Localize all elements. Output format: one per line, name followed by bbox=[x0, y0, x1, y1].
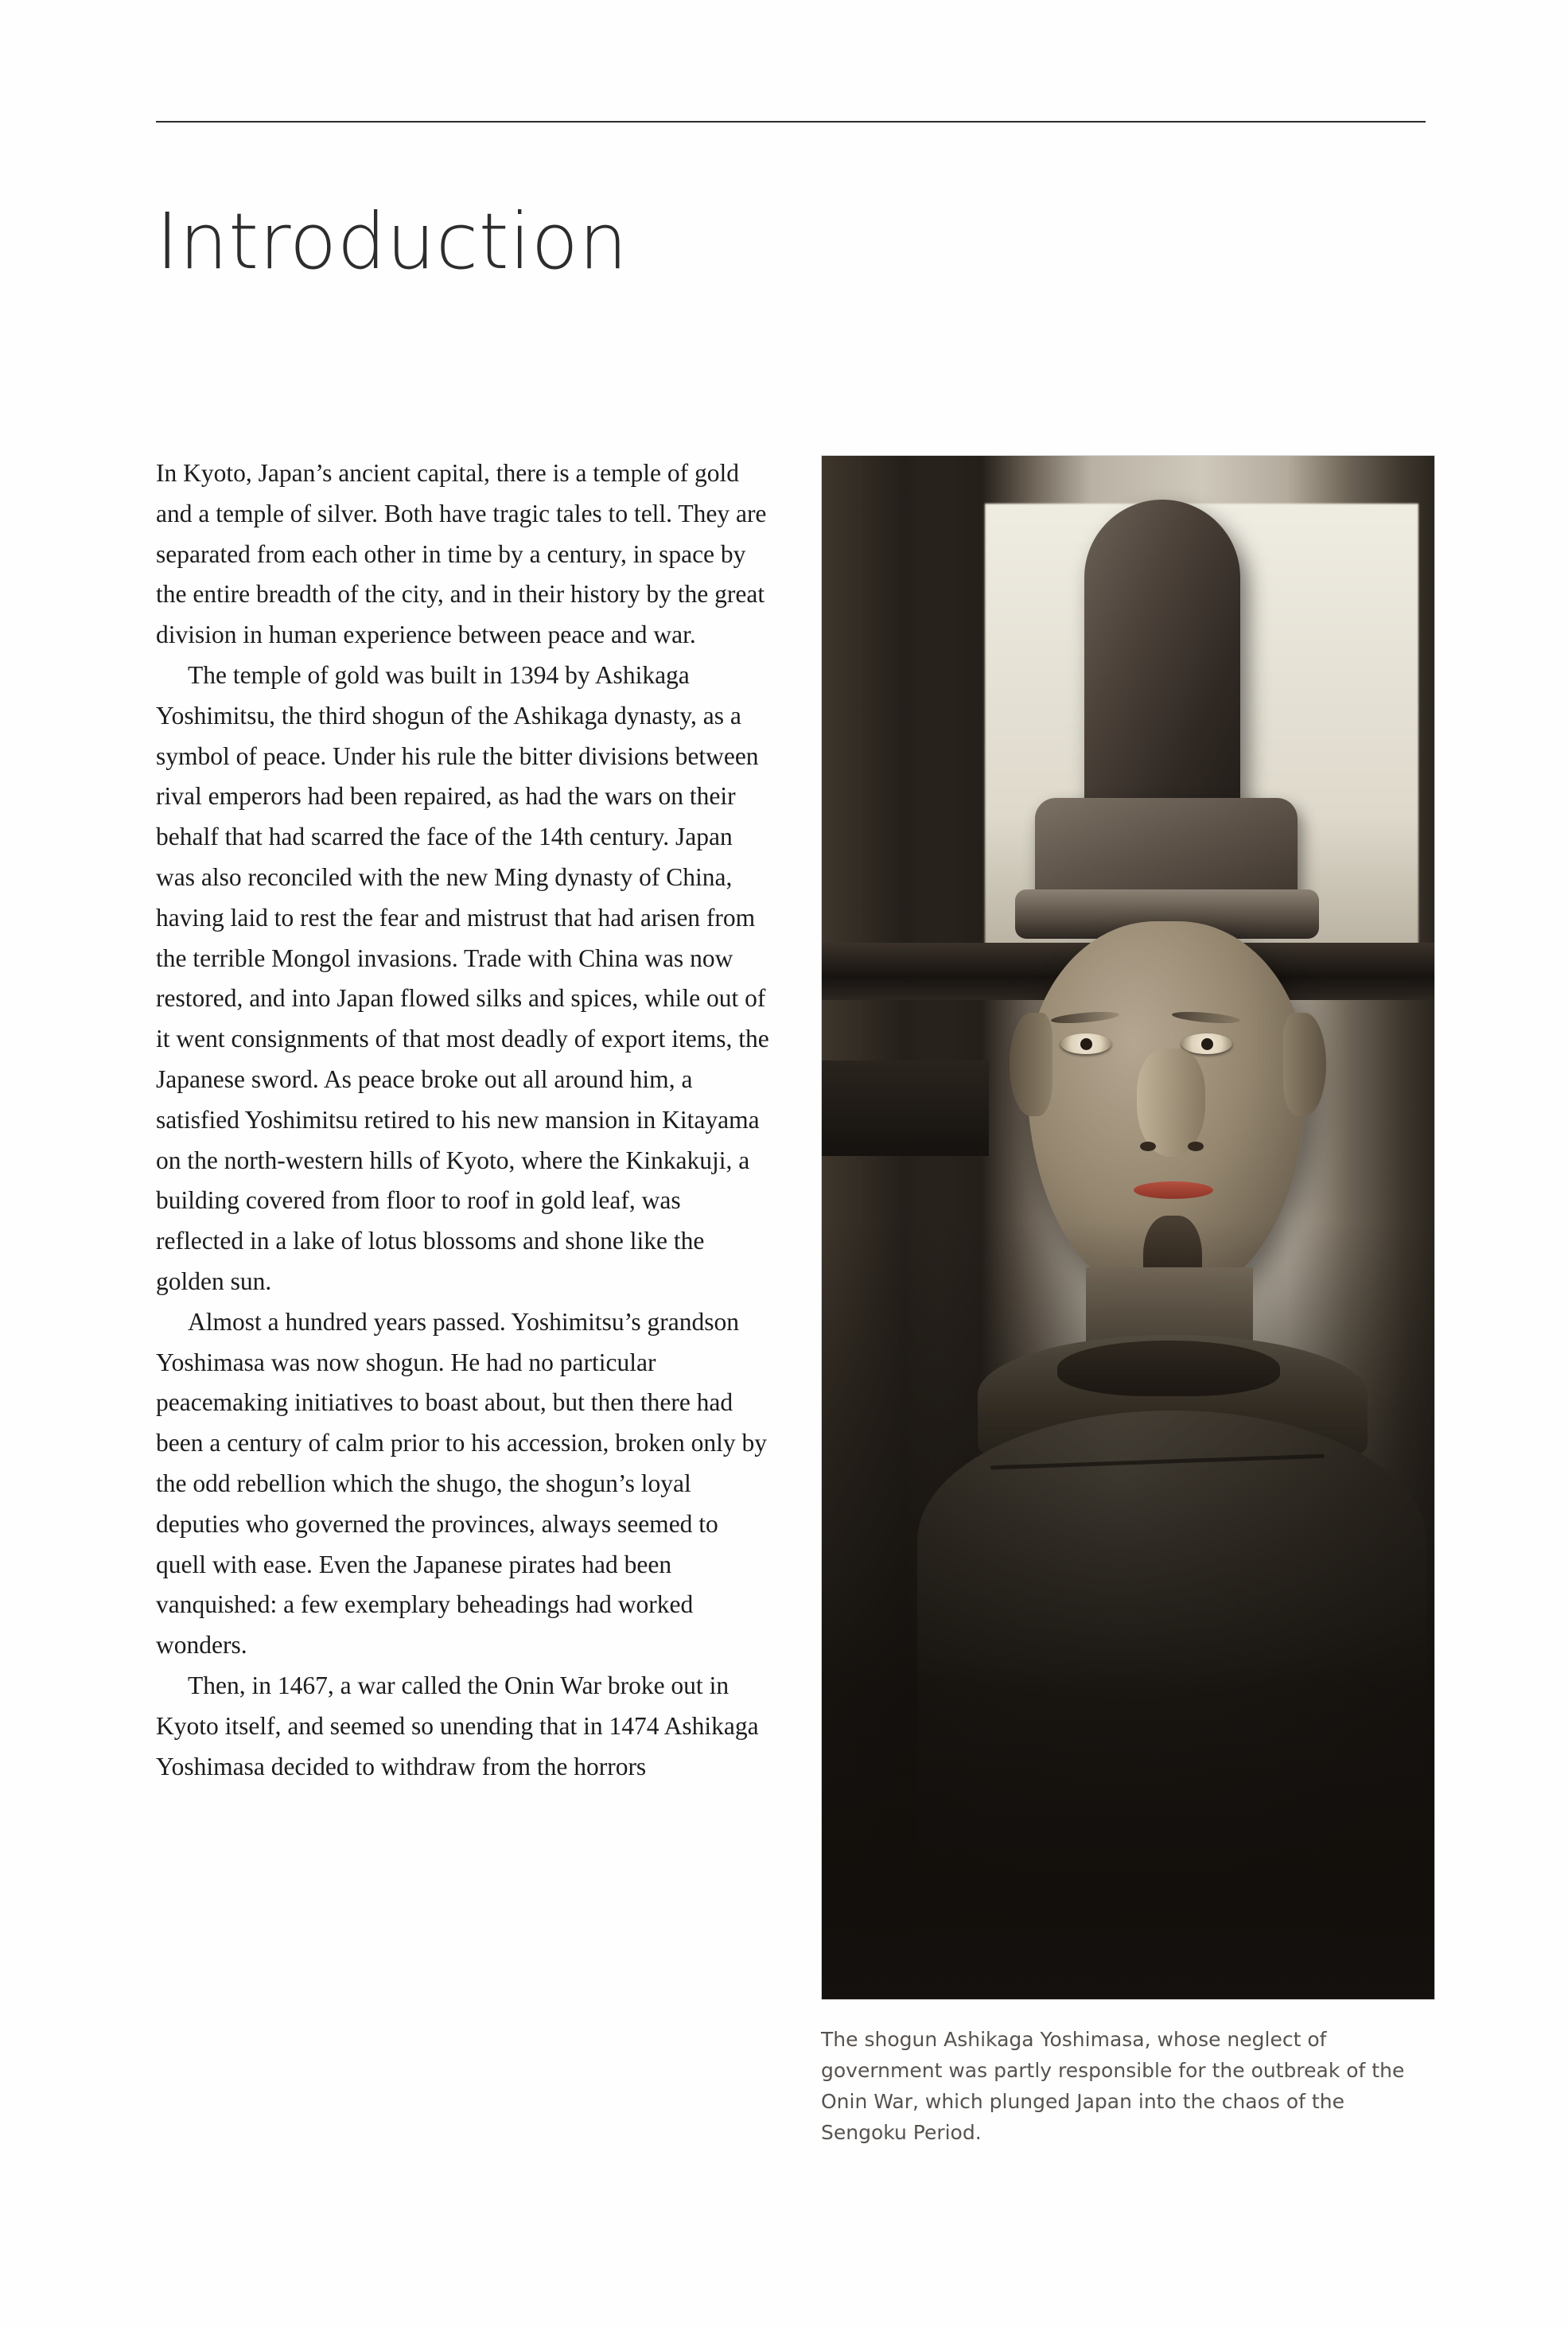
figure-caption: The shogun Ashikaga Yoshimasa, whose neglect of government was partly responsible for the outbreak of the Onin War, which plunged Japan into the chaos of the Sengoku Period. bbox=[821, 2028, 1405, 2144]
statue-mouth bbox=[1134, 1181, 1213, 1199]
body-paragraph: The temple of gold was built in 1394 by Ashikaga Yoshimitsu, the third shogun of the Ashikaga dynasty, as a symbol of peace. Under his rule the bitter divisions between rival emperors had been repaired, as had the wars on their behalf that had scarred the face of the 14th century. Japan was also reconciled with the new Ming dynasty of China, having laid to rest the fear and mistrust that had arisen from the terrible Mongol invasions. Trade with China was now restored, and into Japan flowed silks and spices, while out of it went consignments of that most deadly of export items, the Japanese sword. As peace broke out all around him, a satisfied Yoshimitsu retired to his new mansion in Kitayama on the north-western hills of Kyoto, where the Kinkakuji, a building covered from floor to roof in gold leaf, was reflected in a lake of lotus blossoms and shone like the golden sun. bbox=[156, 660, 769, 1295]
body-paragraph: Almost a hundred years passed. Yoshimitsu’s grandson Yoshimasa was now shogun. He had no particular peacemaking initiatives to boast about, but then there had been a century of calm prior to his accession, broken only by the odd rebellion which the shugo, the shogun’s loyal deputies who governed the provinces, always seemed to quell with ease. Even the Japanese pirates had been vanquished: a few exemplary beheadings had worked wonders. bbox=[156, 1307, 768, 1660]
statue-left-nostril bbox=[1140, 1142, 1156, 1151]
photo-dark-beam-secondary bbox=[822, 1060, 989, 1156]
body-text-column bbox=[156, 453, 770, 1787]
statue-right-eye bbox=[1181, 1033, 1232, 1054]
body-paragraph: Then, in 1467, a war called the Onin War broke out in Kyoto itself, and seemed so unending that in 1474 Ashikaga Yoshimasa decided to withdraw from the horrors bbox=[156, 1671, 759, 1780]
statue-nose bbox=[1137, 1049, 1205, 1157]
figure bbox=[821, 455, 1434, 2148]
statue-left-eye bbox=[1060, 1033, 1111, 1054]
statue-right-pupil bbox=[1201, 1038, 1213, 1050]
statue-robe-shadow bbox=[822, 1665, 1434, 1999]
statue-photograph bbox=[821, 455, 1435, 2000]
statue-left-pupil bbox=[1080, 1038, 1092, 1050]
page-title: Introduction bbox=[156, 196, 628, 286]
statue-right-ear bbox=[1283, 1013, 1326, 1116]
statue-tall-cap bbox=[1084, 500, 1240, 850]
body-paragraph: In Kyoto, Japan’s ancient capital, there is a temple of gold and a temple of silver. Both have tragic tales to tell. They are separated from each other in time by a century, in space by the entire breadth of the city, and in their history by the great division in human experience between peace and war. bbox=[156, 459, 767, 649]
header-rule bbox=[156, 121, 1426, 123]
statue-left-ear bbox=[1010, 1013, 1052, 1116]
statue-right-nostril bbox=[1188, 1142, 1204, 1151]
